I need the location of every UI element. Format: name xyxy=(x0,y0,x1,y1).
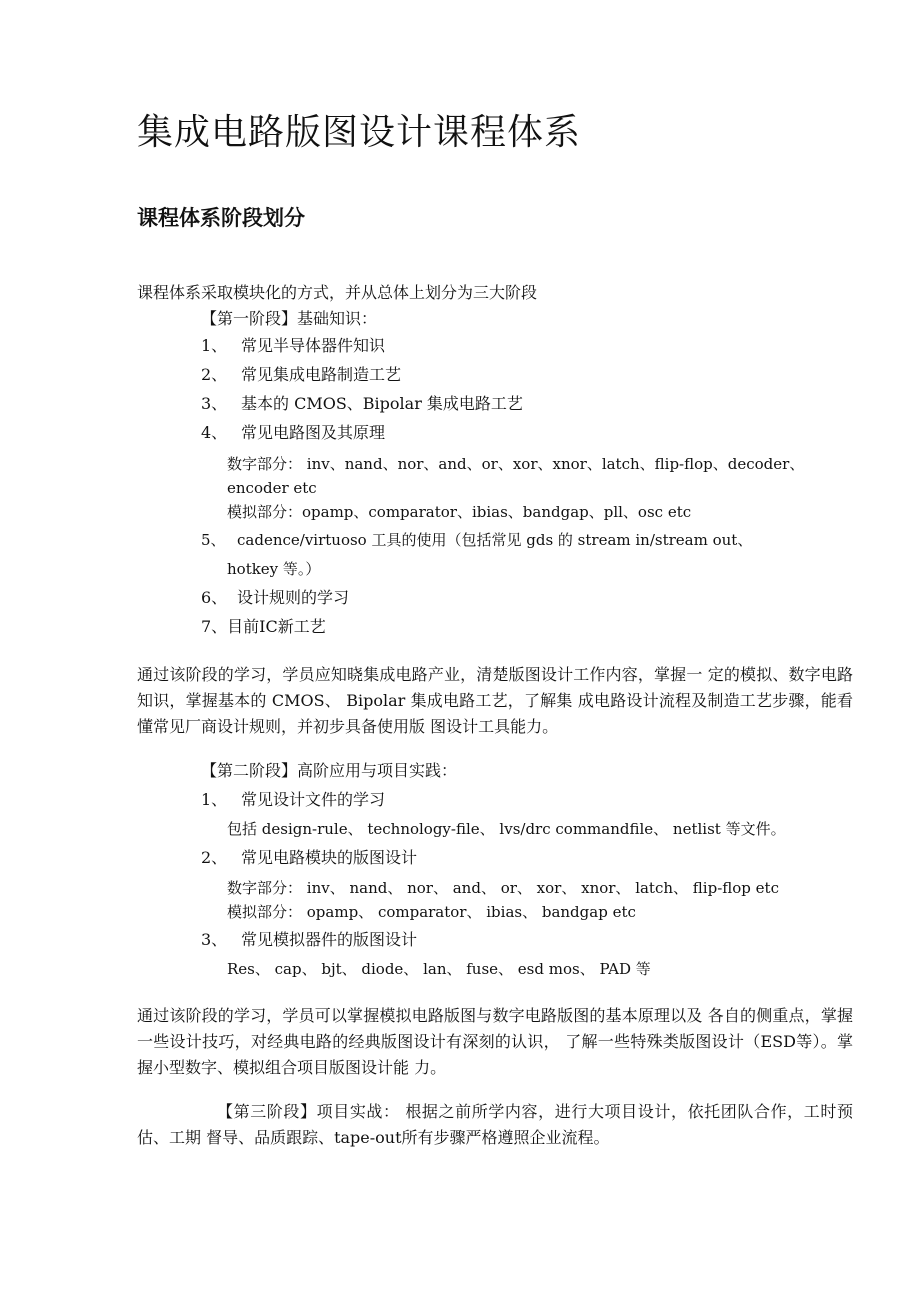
item-text: 常见半导体器件知识 xyxy=(241,336,386,355)
item-text: cadence/virtuoso 工具的使用（包括常见 gds 的 stream in/stream out、 xyxy=(237,531,753,549)
stage1-summary: 通过该阶段的学习，学员应知晓集成电路产业，清楚版图设计工作内容，掌握一 定的模拟、数字电路知识，掌握基本的 CMOS、 Bipolar 集成电路工艺，了解集 成电路设计流程及制造工艺步骤，能看懂常见厂商设计规则，并初步具备使用版 图设计工具能力。 xyxy=(137,665,853,736)
item-number: 2、 xyxy=(201,848,228,867)
intro-text: 课程体系采取模块化的方式，并从总体上划分为三大阶段 xyxy=(137,283,538,302)
item-number: 4、 xyxy=(201,423,228,442)
item-text: 常见电路模块的版图设计 xyxy=(241,848,418,867)
digital-list: 数字部分： inv、nand、nor、and、or、xor、xnor、latch、flip-flop、decoder、 xyxy=(227,455,805,473)
analog-list: 模拟部分： opamp、 comparator、 ibias、 bandgap etc xyxy=(227,903,636,921)
stage1-item xyxy=(201,587,349,609)
stage1-item xyxy=(201,335,385,357)
item-text: 常见集成电路制造工艺 xyxy=(241,365,402,384)
design-files-list: 包括 design-rule、 technology-file、 lvs/drc commandfile、 netlist 等文件。 xyxy=(227,820,786,838)
document-title: 集成电路版图设计课程体系 xyxy=(137,112,582,153)
item-number: 1、 xyxy=(201,790,228,809)
item-text: 基本的 CMOS、Bipolar 集成电路工艺 xyxy=(241,394,523,413)
item-text: 常见模拟器件的版图设计 xyxy=(241,930,418,949)
analog-list: 模拟部分：opamp、comparator、ibias、bandgap、pll、osc etc xyxy=(227,503,692,521)
stage1-item: 7、目前IC新工艺 xyxy=(201,617,326,636)
item-number: 1、 xyxy=(201,336,228,355)
item-number: 5、 xyxy=(201,531,226,549)
item-text-cont: hotkey 等。） xyxy=(227,560,321,578)
item-text: 常见电路图及其原理 xyxy=(241,423,386,442)
item-number: 3、 xyxy=(201,394,228,413)
stage1-item xyxy=(201,364,401,386)
stage1-item xyxy=(201,422,385,444)
item-number: 3、 xyxy=(201,930,228,949)
device-list: Res、 cap、 bjt、 diode、 lan、 fuse、 esd mos、 PAD 等 xyxy=(227,960,651,978)
stage1-item xyxy=(201,529,752,551)
stage2-summary: 通过该阶段的学习，学员可以掌握模拟电路版图与数字电路版图的基本原理以及 各自的侧重点，掌握一些设计技巧，对经典电路的经典版图设计有深刻的认识， 了解一些特殊类版图设计（ESD等）。掌握小型数字、模拟组合项目版图设计能 力。 xyxy=(137,1006,853,1077)
stage2-item xyxy=(201,789,385,811)
item-number: 6、 xyxy=(201,588,228,607)
stage3-text: 【第三阶段】项目实战： 根据之前所学内容，进行大项目设计，依托团队合作，工时预估、工期 督导、品质跟踪、tape-out所有步骤严格遵照企业流程。 xyxy=(137,1102,853,1147)
item-text: 设计规则的学习 xyxy=(237,588,350,607)
item-number: 2、 xyxy=(201,365,228,384)
stage1-item xyxy=(201,393,523,415)
stage2-item xyxy=(201,847,417,869)
stage2-item xyxy=(201,929,417,951)
section-heading: 课程体系阶段划分 xyxy=(137,206,305,230)
item-text: 常见设计文件的学习 xyxy=(241,790,386,809)
digital-list: 数字部分： inv、 nand、 nor、 and、 or、 xor、 xnor、 latch、 flip-flop etc xyxy=(227,879,779,897)
digital-list-cont: encoder etc xyxy=(227,479,317,497)
stage1-heading: 【第一阶段】基础知识： xyxy=(201,309,378,328)
stage2-heading: 【第二阶段】高阶应用与项目实践： xyxy=(201,761,458,780)
